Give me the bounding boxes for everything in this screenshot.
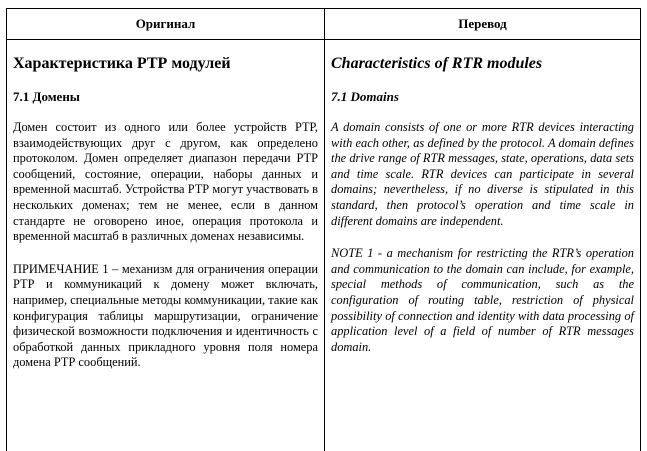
translation-subtitle: 7.1 Domains <box>331 89 399 104</box>
original-paragraph: Домен состоит из одного или более устройств РТР, взаимодействующих друг с другом, как определено протоколом. Домен определяет диапазон передачи РТР сообщений, состояние, операции, наборы данных и временной масштаб. Устройства РТР могут участвовать в нескольких доменах; тем не менее, если в данном стандарте не оговорено иное, операция протокола и временной масштаб в различных доменах независимы. <box>13 120 318 244</box>
original-subtitle: 7.1 Домены <box>13 89 80 104</box>
bilingual-table <box>6 8 641 451</box>
translation-title: Characteristics of RTR modules <box>331 55 543 72</box>
original-note: ПРИМЕЧАНИЕ 1 – механизм для ограничения операции РТР и коммуникаций к домену может включать, например, специальные методы коммуникации, такие как конфигурация таблицы маршрутизации, ограничение физической возможности подключения и идентичность с обработкой данных прикладного уровня поля номера домена РТР сообщений. <box>13 261 318 370</box>
header-translation: Перевод <box>458 16 507 31</box>
header-original: Оригинал <box>135 16 196 31</box>
original-title: Характеристика РТР модулей <box>13 55 231 72</box>
translation-column <box>325 40 640 451</box>
translation-paragraph: A domain consists of one or more RTR devices interacting with each other, as defined by the protocol. A domain defines the drive range of RTR messages, state, operations, data sets and time scale. RTR devices can participate in several domains; nevertheless, if no diverse is stipulated in this standard, then protocol’s operation and time scale in different domains are independent. <box>331 120 634 228</box>
original-column <box>7 40 324 451</box>
translation-note: NOTE 1 - a mechanism for restricting the RTR’s operation and communication to the domain can include, for example, special methods of communication, such as the configuration of routing table, restriction of physical possibility of connection and identity with data processing of application level of a field of number of RTR messages domain. <box>331 246 634 354</box>
